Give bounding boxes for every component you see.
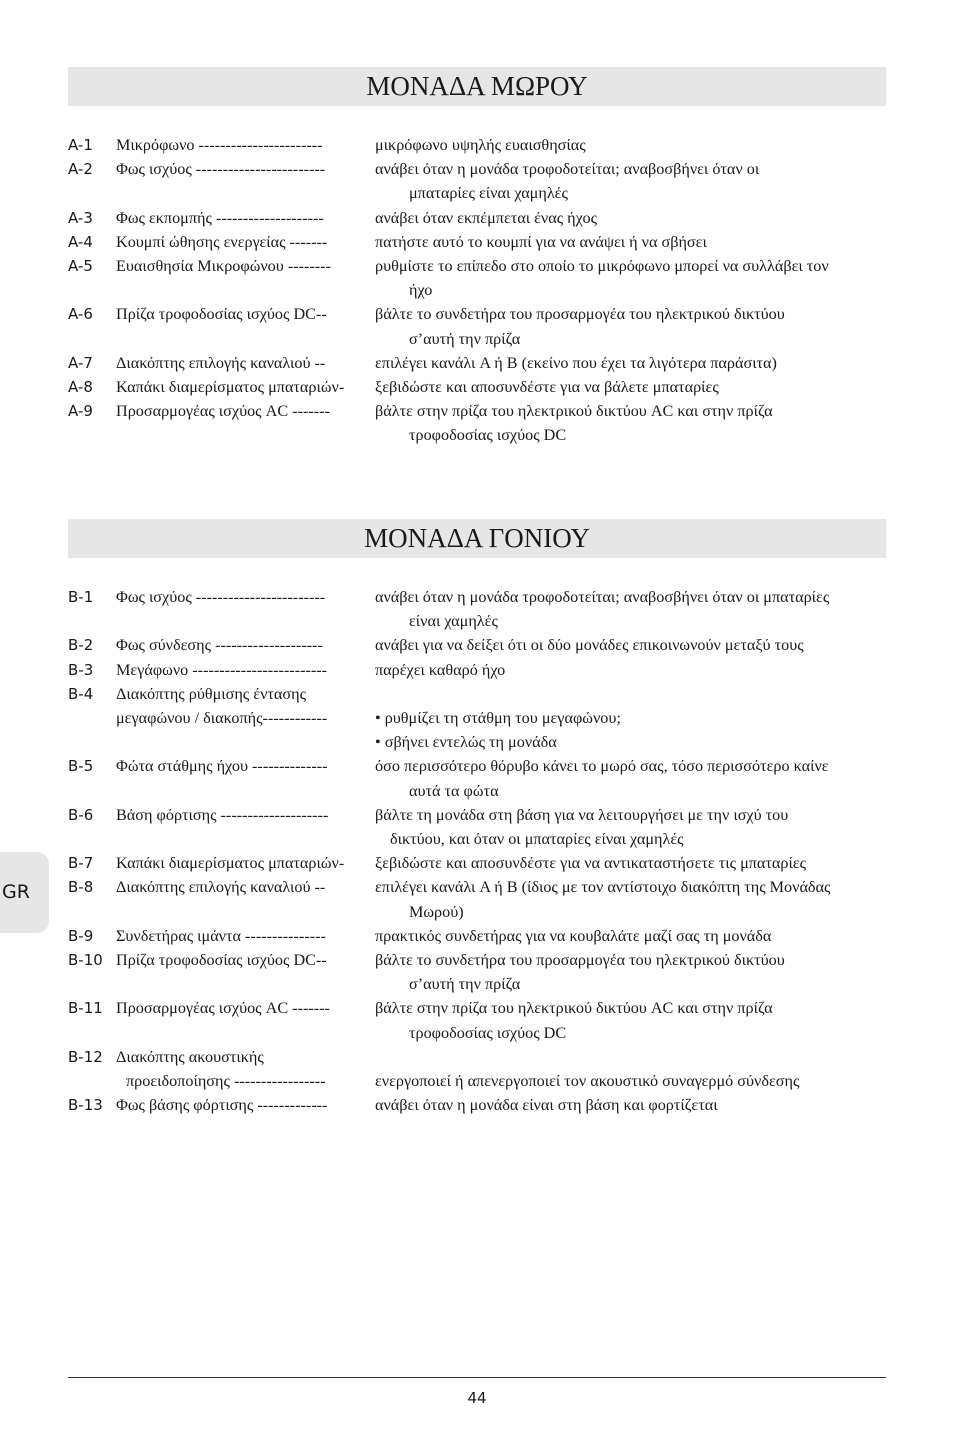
item-description [375, 948, 886, 996]
description-line: δικτύου, και όταν οι μπαταρίες είναι χαμηλές [390, 830, 684, 849]
item-code: B-11 [68, 999, 103, 1018]
list-item [68, 851, 886, 875]
item-description [375, 206, 886, 230]
description-line: βάλτε το συνδετήρα του προσαρμογέα του ηλεκτρικού δικτύου [375, 951, 785, 970]
item-code: A-2 [68, 160, 93, 179]
page-number: 44 [467, 1389, 487, 1407]
description-line: επιλέγει κανάλι A ή B (εκείνο που έχει τα λιγότερα παράσιτα) [375, 353, 777, 372]
description-line: ανάβει όταν εκπέμπεται ένας ήχος [375, 208, 597, 227]
list-item [68, 1045, 886, 1093]
description-line: Μωρού) [409, 902, 464, 921]
item-code: A-4 [68, 232, 93, 251]
item-code: A-6 [68, 305, 93, 324]
description-line: παρέχει καθαρό ήχο [375, 660, 506, 679]
language-tab: GR [0, 852, 49, 933]
item-label: Προσαρμογέας ισχύος AC ------- [116, 402, 330, 421]
item-label: Διακόπτης επιλογής καναλιού -- [116, 878, 326, 897]
description-line: βάλτε τη μονάδα στη βάση για να λειτουργήσει με την ισχύ του [375, 805, 789, 824]
item-description [375, 1093, 886, 1117]
list-item [68, 133, 886, 157]
description-line: μπαταρίες είναι χαμηλές [409, 184, 568, 203]
item-description [375, 230, 886, 254]
item-label: Πρίζα τροφοδοσίας ισχύος DC-- [116, 951, 327, 970]
item-code: B-3 [68, 660, 94, 679]
list-item [68, 375, 886, 399]
item-label: Διακόπτης ρύθμισης έντασης [116, 684, 306, 703]
item-label: Φως βάσης φόρτισης ------------- [116, 1096, 328, 1115]
description-line: τροφοδοσίας ισχύος DC [409, 1023, 567, 1042]
description-line: ανάβει για να δείξει ότι οι δύο μονάδες επικοινωνούν μεταξύ τους [375, 636, 804, 655]
item-code: B-7 [68, 854, 94, 873]
item-code: B-10 [68, 951, 103, 970]
description-line: ξεβιδώστε και αποσυνδέστε για να βάλετε μπαταρίες [375, 378, 719, 397]
description-line: βάλτε στην πρίζα του ηλεκτρικού δικτύου AC και στην πρίζα [375, 402, 773, 421]
item-description [375, 924, 886, 948]
item-code: A-8 [68, 378, 93, 397]
item-code: A-9 [68, 402, 93, 421]
item-label: Διακόπτης επιλογής καναλιού -- [116, 353, 326, 372]
footer-rule [68, 1377, 886, 1378]
list-item [68, 1093, 886, 1117]
description-line: ρυθμίστε το επίπεδο στο οποίο το μικρόφωνο μπορεί να συλλάβει τον [375, 257, 829, 276]
item-description [375, 633, 886, 657]
description-line [375, 682, 886, 706]
item-label: Διακόπτης ακουστικής [116, 1047, 264, 1066]
item-description [375, 157, 886, 205]
item-description [375, 585, 886, 633]
item-code: B-2 [68, 636, 94, 655]
item-label: Βάση φόρτισης -------------------- [116, 805, 329, 824]
item-code: A-7 [68, 353, 93, 372]
list-item [68, 206, 886, 230]
baby-unit-title: ΜΟΝΑΔΑ ΜΩΡΟΥ [68, 67, 886, 106]
item-description [375, 996, 886, 1044]
item-code: B-1 [68, 588, 94, 606]
description-line: ανάβει όταν η μονάδα τροφοδοτείται; αναβοσβήνει όταν οι μπαταρίες [375, 588, 830, 606]
description-line: βάλτε το συνδετήρα του προσαρμογέα του ηλεκτρικού δικτύου [375, 305, 785, 324]
item-description [375, 851, 886, 875]
item-label: Συνδετήρας ιμάντα --------------- [116, 926, 326, 945]
description-line: ξεβιδώστε και αποσυνδέστε για να αντικαταστήσετε τις μπαταρίες [375, 854, 807, 873]
list-item [68, 633, 886, 657]
item-code: B-6 [68, 805, 94, 824]
item-code: B-12 [68, 1047, 103, 1066]
item-code: A-1 [68, 136, 93, 154]
item-label: Μεγάφωνο ------------------------- [116, 660, 328, 679]
description-line: ήχο [409, 281, 433, 300]
description-line: ενεργοποιεί ή απενεργοποιεί τον ακουστικό συναγερμό σύνδεσης [375, 1072, 800, 1091]
item-label: Καπάκι διαμερίσματος μπαταριών- [116, 854, 345, 873]
description-line: • ρυθμίζει τη στάθμη του μεγαφώνου; [375, 709, 621, 728]
description-line: • σβήνει εντελώς τη μονάδα [375, 733, 557, 752]
list-item [68, 658, 886, 682]
item-label-continued: προειδοποίησης ----------------- [126, 1072, 326, 1091]
description-line: αυτά τα φώτα [409, 781, 499, 800]
item-description [375, 803, 886, 851]
baby-unit-list [68, 133, 886, 448]
item-description [375, 682, 886, 755]
description-line [375, 1045, 886, 1069]
list-item [68, 682, 886, 755]
description-line: σ’αυτή την πρίζα [409, 975, 521, 994]
description-line: όσο περισσότερο θόρυβο κάνει το μωρό σας, τόσο περισσότερο καίνε [375, 757, 829, 776]
item-description [375, 254, 886, 302]
item-label-continued: μεγαφώνου / διακοπής------------ [116, 709, 328, 727]
item-code: B-4 [68, 684, 94, 703]
description-line: σ’αυτή την πρίζα [409, 329, 521, 348]
item-label: Καπάκι διαμερίσματος μπαταριών- [116, 378, 345, 397]
description-line: τροφοδοσίας ισχύος DC [409, 426, 567, 445]
list-item [68, 924, 886, 948]
description-line: πρακτικός συνδετήρας για να κουβαλάτε μαζί σας τη μονάδα [375, 926, 772, 945]
item-label: Φως εκπομπής -------------------- [116, 208, 324, 227]
list-item [68, 996, 886, 1044]
description-line: βάλτε στην πρίζα του ηλεκτρικού δικτύου AC και στην πρίζα [375, 999, 773, 1018]
list-item [68, 803, 886, 851]
list-item [68, 754, 886, 802]
item-label: Προσαρμογέας ισχύος AC ------- [116, 999, 330, 1018]
item-description [375, 302, 886, 350]
description-line: ανάβει όταν η μονάδα είναι στη βάση και φορτίζεται [375, 1096, 718, 1115]
item-code: A-5 [68, 257, 93, 276]
list-item [68, 230, 886, 254]
item-description [375, 375, 886, 399]
item-label: Πρίζα τροφοδοσίας ισχύος DC-- [116, 305, 327, 324]
description-line: είναι χαμηλές [409, 612, 498, 631]
item-description [375, 399, 886, 447]
item-code: B-13 [68, 1096, 103, 1115]
item-label: Μικρόφωνο ----------------------- [116, 136, 323, 154]
parent-unit-list [68, 585, 886, 1117]
item-label: Φως ισχύος ------------------------ [116, 160, 326, 179]
parent-unit-title: ΜΟΝΑΔΑ ΓΟΝΙΟΥ [68, 519, 886, 558]
item-code: B-8 [68, 878, 94, 897]
item-description [375, 754, 886, 802]
item-label: Κουμπί ώθησης ενεργείας ------- [116, 232, 328, 251]
description-line: ανάβει όταν η μονάδα τροφοδοτείται; αναβοσβήνει όταν οι [375, 160, 760, 179]
item-label: Φως ισχύος ------------------------ [116, 588, 326, 606]
item-label: Φώτα στάθμης ήχου -------------- [116, 757, 328, 776]
list-item [68, 302, 886, 350]
item-code: A-3 [68, 208, 93, 227]
list-item [68, 157, 886, 205]
list-item [68, 399, 886, 447]
list-item [68, 351, 886, 375]
description-line: πατήστε αυτό το κουμπί για να ανάψει ή να σβήσει [375, 232, 707, 251]
item-description [375, 658, 886, 682]
description-line: μικρόφωνο υψηλής ευαισθησίας [375, 136, 586, 154]
item-label: Ευαισθησία Μικροφώνου -------- [116, 257, 331, 276]
item-description [375, 875, 886, 923]
item-description [375, 133, 886, 157]
description-line: επιλέγει κανάλι A ή B (ίδιος με τον αντίστοιχο διακόπτη της Μονάδας [375, 878, 831, 897]
item-description [375, 351, 886, 375]
list-item [68, 948, 886, 996]
item-description [375, 1045, 886, 1093]
item-code: B-9 [68, 926, 94, 945]
list-item [68, 875, 886, 923]
item-label: Φως σύνδεσης -------------------- [116, 636, 323, 655]
list-item [68, 585, 886, 633]
list-item [68, 254, 886, 302]
item-code: B-5 [68, 757, 94, 776]
